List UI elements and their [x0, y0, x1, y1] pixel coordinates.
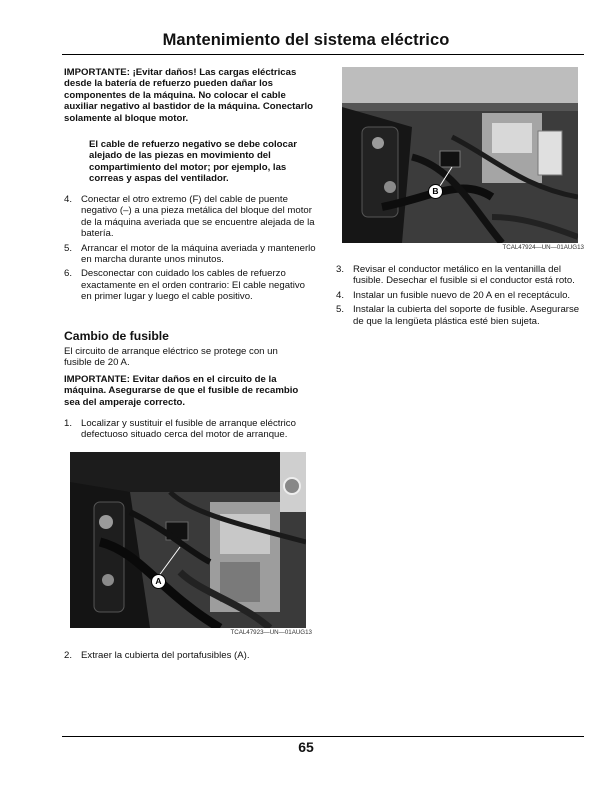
list-item	[336, 264, 586, 287]
jumpstart-steps	[64, 194, 318, 303]
footer-rule	[62, 736, 584, 737]
fuse-holder-photo	[342, 67, 578, 243]
step-number: 1.	[64, 418, 73, 429]
important-label: IMPORTANTE:	[64, 374, 130, 385]
step-number: 5.	[336, 304, 345, 316]
header-rule	[62, 54, 584, 55]
step-text: Instalar la cubierta del soporte de fusible. Asegurarse de que la lengüeta plástica esté bien sujeta.	[353, 304, 580, 327]
engine-photo-illustration	[70, 452, 306, 628]
important-text: ¡Evitar daños! Las cargas eléctricas desde la batería de refuerzo pueden dañar los componentes de la máquina. No colocar el cable auxiliar negativo al bastidor de la máquina. Conectarlo solamente al bloque motor.	[64, 67, 313, 124]
step-text: Instalar un fusible nuevo de 20 A en el receptáculo.	[353, 289, 571, 301]
step-text: Conectar el otro extremo (F) del cable de puente negativo (–) a una pieza metálica del bloque del motor de la máquina averiada que se encuentre alejada de la batería.	[81, 194, 315, 240]
step-text: Revisar el conductor metálico en la ventanilla del fusible. Desechar el fusible si el conductor está roto.	[353, 264, 575, 287]
list-item	[64, 268, 318, 302]
step-number: 4.	[336, 289, 345, 301]
step-text: Arrancar el motor de la máquina averiada y mantenerlo en marcha durante unos minutos.	[81, 242, 316, 266]
important-notice-jumpstart	[64, 67, 318, 124]
important-text-2: El cable de refuerzo negativo se debe colocar alejado de las piezas en movimiento del compartimiento del motor; por ejemplo, las correas y aspas del ventilador.	[89, 139, 297, 185]
engine-photo-illustration	[342, 67, 578, 243]
list-item	[64, 650, 335, 661]
step-number: 6.	[64, 268, 73, 280]
step-number: 3.	[336, 264, 345, 275]
step-number: 4.	[64, 194, 73, 205]
step-number: 2.	[64, 650, 73, 661]
step-text: Desconectar con cuidado los cables de refuerzo exactamente en el orden contrario: El cable negativo en primer lugar y luego el cable positivo.	[81, 268, 305, 303]
list-item	[64, 243, 318, 266]
section-intro: El circuito de arranque eléctrico se protege con un fusible de 20 A.	[64, 346, 278, 369]
page-title: Mantenimiento del sistema eléctrico	[162, 31, 450, 49]
list-item	[64, 418, 335, 441]
list-item	[64, 194, 318, 240]
figure-caption: TCAL47923—UN—01AUG13	[230, 629, 312, 636]
important-notice-fuse	[64, 374, 304, 408]
callout-marker-a: A	[151, 574, 166, 589]
figure-caption: TCAL47924—UN—01AUG13	[502, 244, 584, 251]
starter-fuse-photo	[70, 452, 306, 628]
list-item	[336, 304, 586, 327]
list-item	[336, 290, 586, 301]
important-label: IMPORTANTE:	[64, 67, 130, 78]
step-number: 5.	[64, 242, 73, 254]
fuse-steps	[336, 264, 586, 327]
callout-marker-b: B	[428, 184, 443, 199]
step-text: Extraer la cubierta del portafusibles (A).	[81, 650, 250, 661]
section-heading: Cambio de fusible	[64, 329, 169, 343]
important-text: Evitar daños en el circuito de la máquina. Asegurarse de que el fusible de recambio sea del amperaje correcto.	[64, 374, 299, 408]
step-text: Localizar y sustituir el fusible de arranque eléctrico defectuoso situado cerca del motor de arranque.	[81, 418, 296, 441]
page-number: 65	[298, 739, 314, 755]
